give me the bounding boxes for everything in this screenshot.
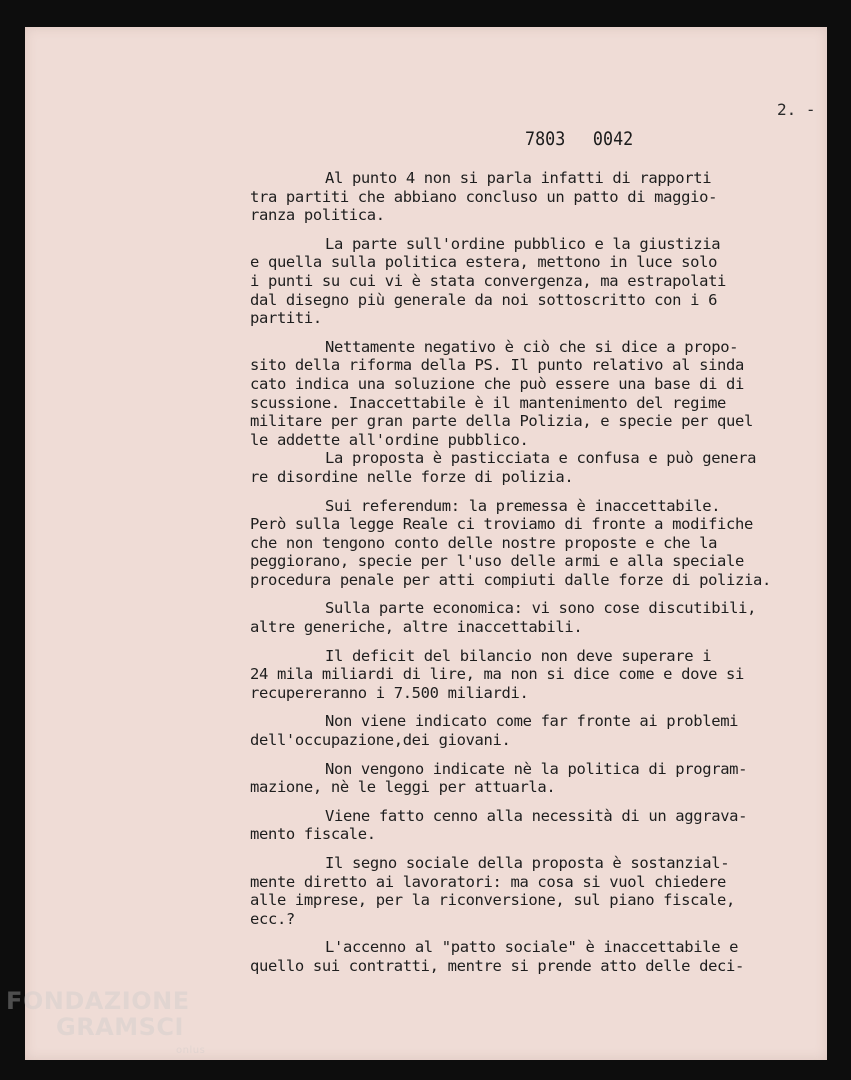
text-line: partiti. — [250, 309, 322, 328]
text-line: mento fiscale. — [250, 825, 376, 844]
text-line: alle imprese, per la riconversione, sul piano fiscale, — [250, 891, 736, 910]
text-line: scussione. Inaccettabile è il mantenimento del regime — [250, 393, 727, 412]
paragraph — [250, 338, 820, 487]
text-line: tra partiti che abbiano concluso un patto di maggio- — [250, 187, 718, 206]
paragraph — [250, 497, 820, 590]
text-line: sito della riforma della PS. Il punto relativo al sinda — [250, 356, 744, 375]
text-line: che non tengono conto delle nostre proposte e che la — [250, 533, 718, 552]
text-line: Non viene indicato come far fronte ai problemi — [325, 712, 739, 731]
text-line: La proposta è pasticciata e confusa e può genera — [325, 449, 757, 468]
text-line: Non vengono indicate nè la politica di program- — [325, 759, 748, 778]
paragraph — [250, 854, 820, 928]
paragraph — [250, 599, 820, 636]
text-line: mente diretto ai lavoratori: ma cosa si vuol chiedere — [250, 872, 727, 891]
text-line: L'accenno al "patto sociale" è inaccettabile e — [325, 938, 739, 957]
text-line: Al punto 4 non si parla infatti di rapporti — [325, 169, 712, 187]
text-line: Viene fatto cenno alla necessità di un aggrava- — [325, 806, 748, 825]
text-line: ecc.? — [250, 909, 295, 928]
text-line: 24 mila miliardi di lire, ma non si dice come e dove si — [250, 665, 744, 684]
text-line: recupereranno i 7.500 miliardi. — [250, 683, 529, 702]
document-body — [250, 169, 820, 986]
text-line: mazione, nè le leggi per attuarla. — [250, 778, 556, 797]
text-line: altre generiche, altre inaccettabili. — [250, 618, 583, 637]
text-line: quello sui contratti, mentre si prende atto delle deci- — [250, 956, 744, 975]
text-line: ranza politica. — [250, 206, 385, 225]
text-line: militare per gran parte della Polizia, e specie per quel — [250, 412, 753, 431]
watermark-line-3: onlus — [176, 1045, 206, 1056]
fondazione-gramsci-watermark — [6, 988, 205, 1064]
text-line: cato indica una soluzione che può essere una base di di — [250, 374, 744, 393]
text-line: Il deficit del bilancio non deve superare i — [325, 646, 712, 665]
document-code: 7803 0042 — [525, 128, 634, 150]
text-line: Sulla parte economica: vi sono cose discutibili, — [325, 599, 757, 618]
watermark-line-2: GRAMSCI — [56, 1013, 184, 1041]
text-line: Il segno sociale della proposta è sostanzial- — [325, 854, 730, 872]
text-line: dell'occupazione,dei giovani. — [250, 731, 511, 750]
text-line: Nettamente negativo è ciò che si dice a propo- — [325, 337, 739, 356]
paragraph — [250, 807, 820, 844]
paragraph — [250, 235, 820, 328]
watermark-line-1: FONDAZIONE — [6, 987, 190, 1015]
text-line: dal disegno più generale da noi sottoscritto con i 6 — [250, 290, 718, 309]
text-line: le addette all'ordine pubblico. — [250, 430, 529, 449]
text-line: La parte sull'ordine pubblico e la giustizia — [325, 234, 721, 253]
paragraph — [250, 938, 820, 975]
text-line: procedura penale per atti compiuti dalle forze di polizia. — [250, 570, 771, 589]
text-line: i punti su cui vi è stata convergenza, ma estrapolati — [250, 271, 727, 290]
text-line: re disordine nelle forze di polizia. — [250, 467, 574, 486]
text-line: peggiorano, specie per l'uso delle armi e alla speciale — [250, 552, 744, 571]
text-line: Però sulla legge Reale ci troviamo di fronte a modifiche — [250, 515, 753, 534]
paragraph — [250, 760, 820, 797]
text-line: Sui referendum: la premessa è inaccettabile. — [325, 496, 721, 515]
paragraph — [250, 169, 820, 225]
paragraph — [250, 712, 820, 749]
paragraph — [250, 647, 820, 703]
text-line: e quella sulla politica estera, mettono in luce solo — [250, 253, 718, 272]
page-number: 2. - — [777, 100, 816, 119]
